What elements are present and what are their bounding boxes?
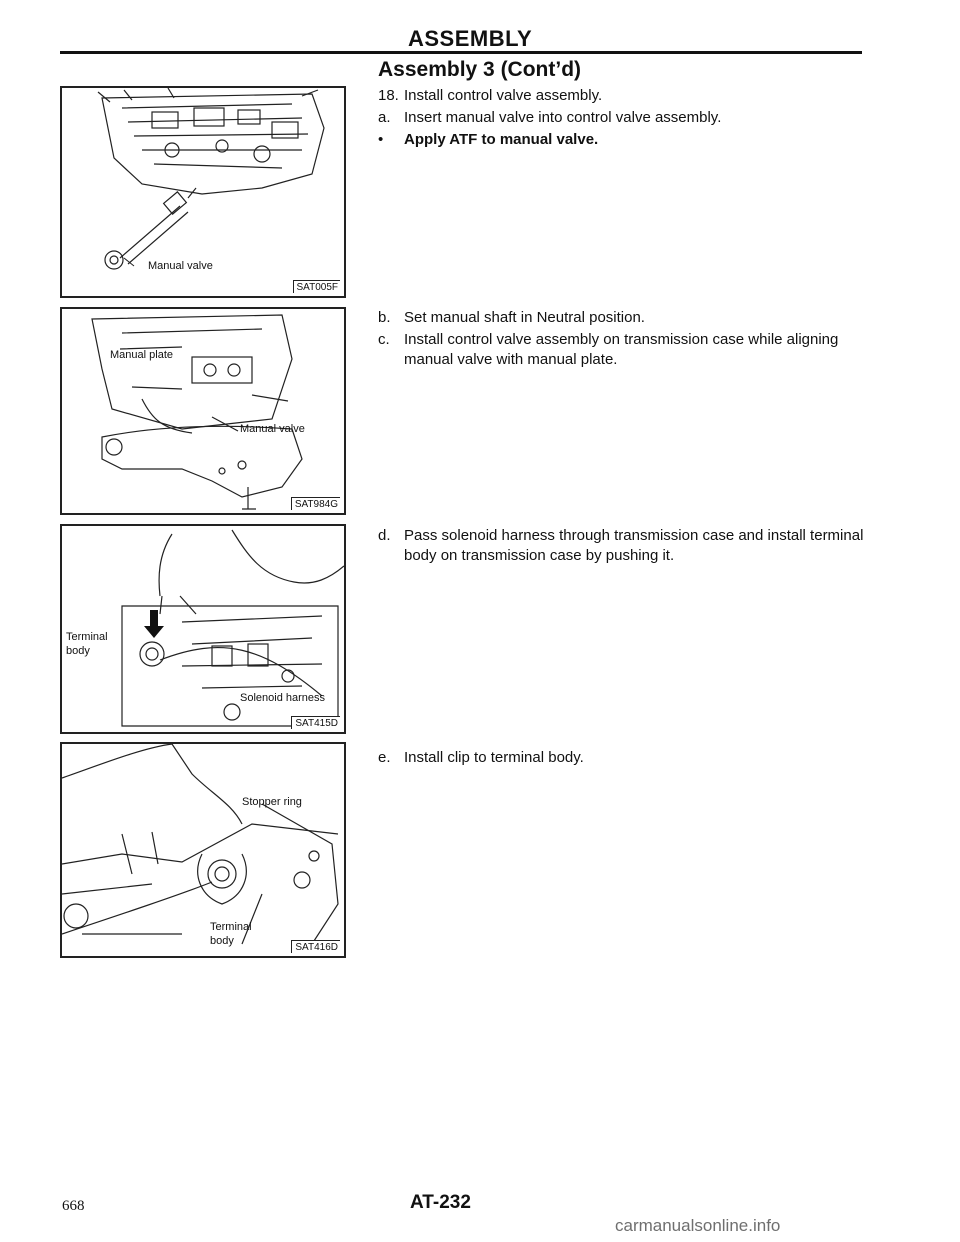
stopper-ring-illustration [62,744,344,956]
figure-terminal-body [60,524,346,734]
step-text: Install clip to terminal body. [404,749,584,766]
step-marker: d. [378,527,391,544]
step-e [378,748,868,768]
step-b [378,308,868,328]
figure-manual-plate [60,307,346,515]
label-manual-valve: Manual valve [240,423,305,435]
manual-plate-illustration [62,309,344,513]
step-18 [378,86,868,106]
header-title: ASSEMBLY [408,26,533,51]
step-text: Set manual shaft in Neutral position. [404,309,645,326]
label-manual-valve: Manual valve [148,260,213,272]
step-c [378,330,868,370]
step-bullet-atf [378,130,868,150]
figure-code: SAT415D [291,716,340,729]
step-text: Apply ATF to manual valve. [404,131,599,148]
step-text: Install control valve assembly. [404,87,603,104]
page-number: 668 [62,1198,85,1214]
page-code: AT-232 [410,1192,471,1213]
step-marker: e. [378,749,391,766]
label-terminal-body: Terminal body [210,921,252,947]
step-marker: b. [378,309,391,326]
figure-stopper-ring [60,742,346,958]
label-solenoid-harness: Solenoid harness [240,692,326,704]
label-manual-plate: Manual plate [110,349,173,361]
step-text: Install control valve assembly on transmission case while aligning manual valve with manual plate. [404,331,839,368]
step-marker: c. [378,331,390,348]
figure-code: SAT984G [291,497,340,510]
label-terminal-body: Terminal body [66,631,108,657]
step-marker: 18. [378,87,399,104]
step-d [378,526,868,566]
section-title: Assembly 3 (Cont’d) [378,58,582,81]
step-text: Pass solenoid harness through transmission case and install terminal body on transmission case by pushing it. [404,527,864,564]
header-rule [60,51,862,54]
bullet-marker: • [378,131,384,148]
step-marker: a. [378,109,391,126]
label-stopper-ring: Stopper ring [242,796,302,808]
figure-code: SAT005F [293,280,341,293]
step-text: Insert manual valve into control valve assembly. [404,109,722,126]
figure-code: SAT416D [291,940,340,953]
step-a [378,108,868,128]
watermark: carmanualsonline.info [615,1216,781,1235]
figure-manual-valve [60,86,346,298]
